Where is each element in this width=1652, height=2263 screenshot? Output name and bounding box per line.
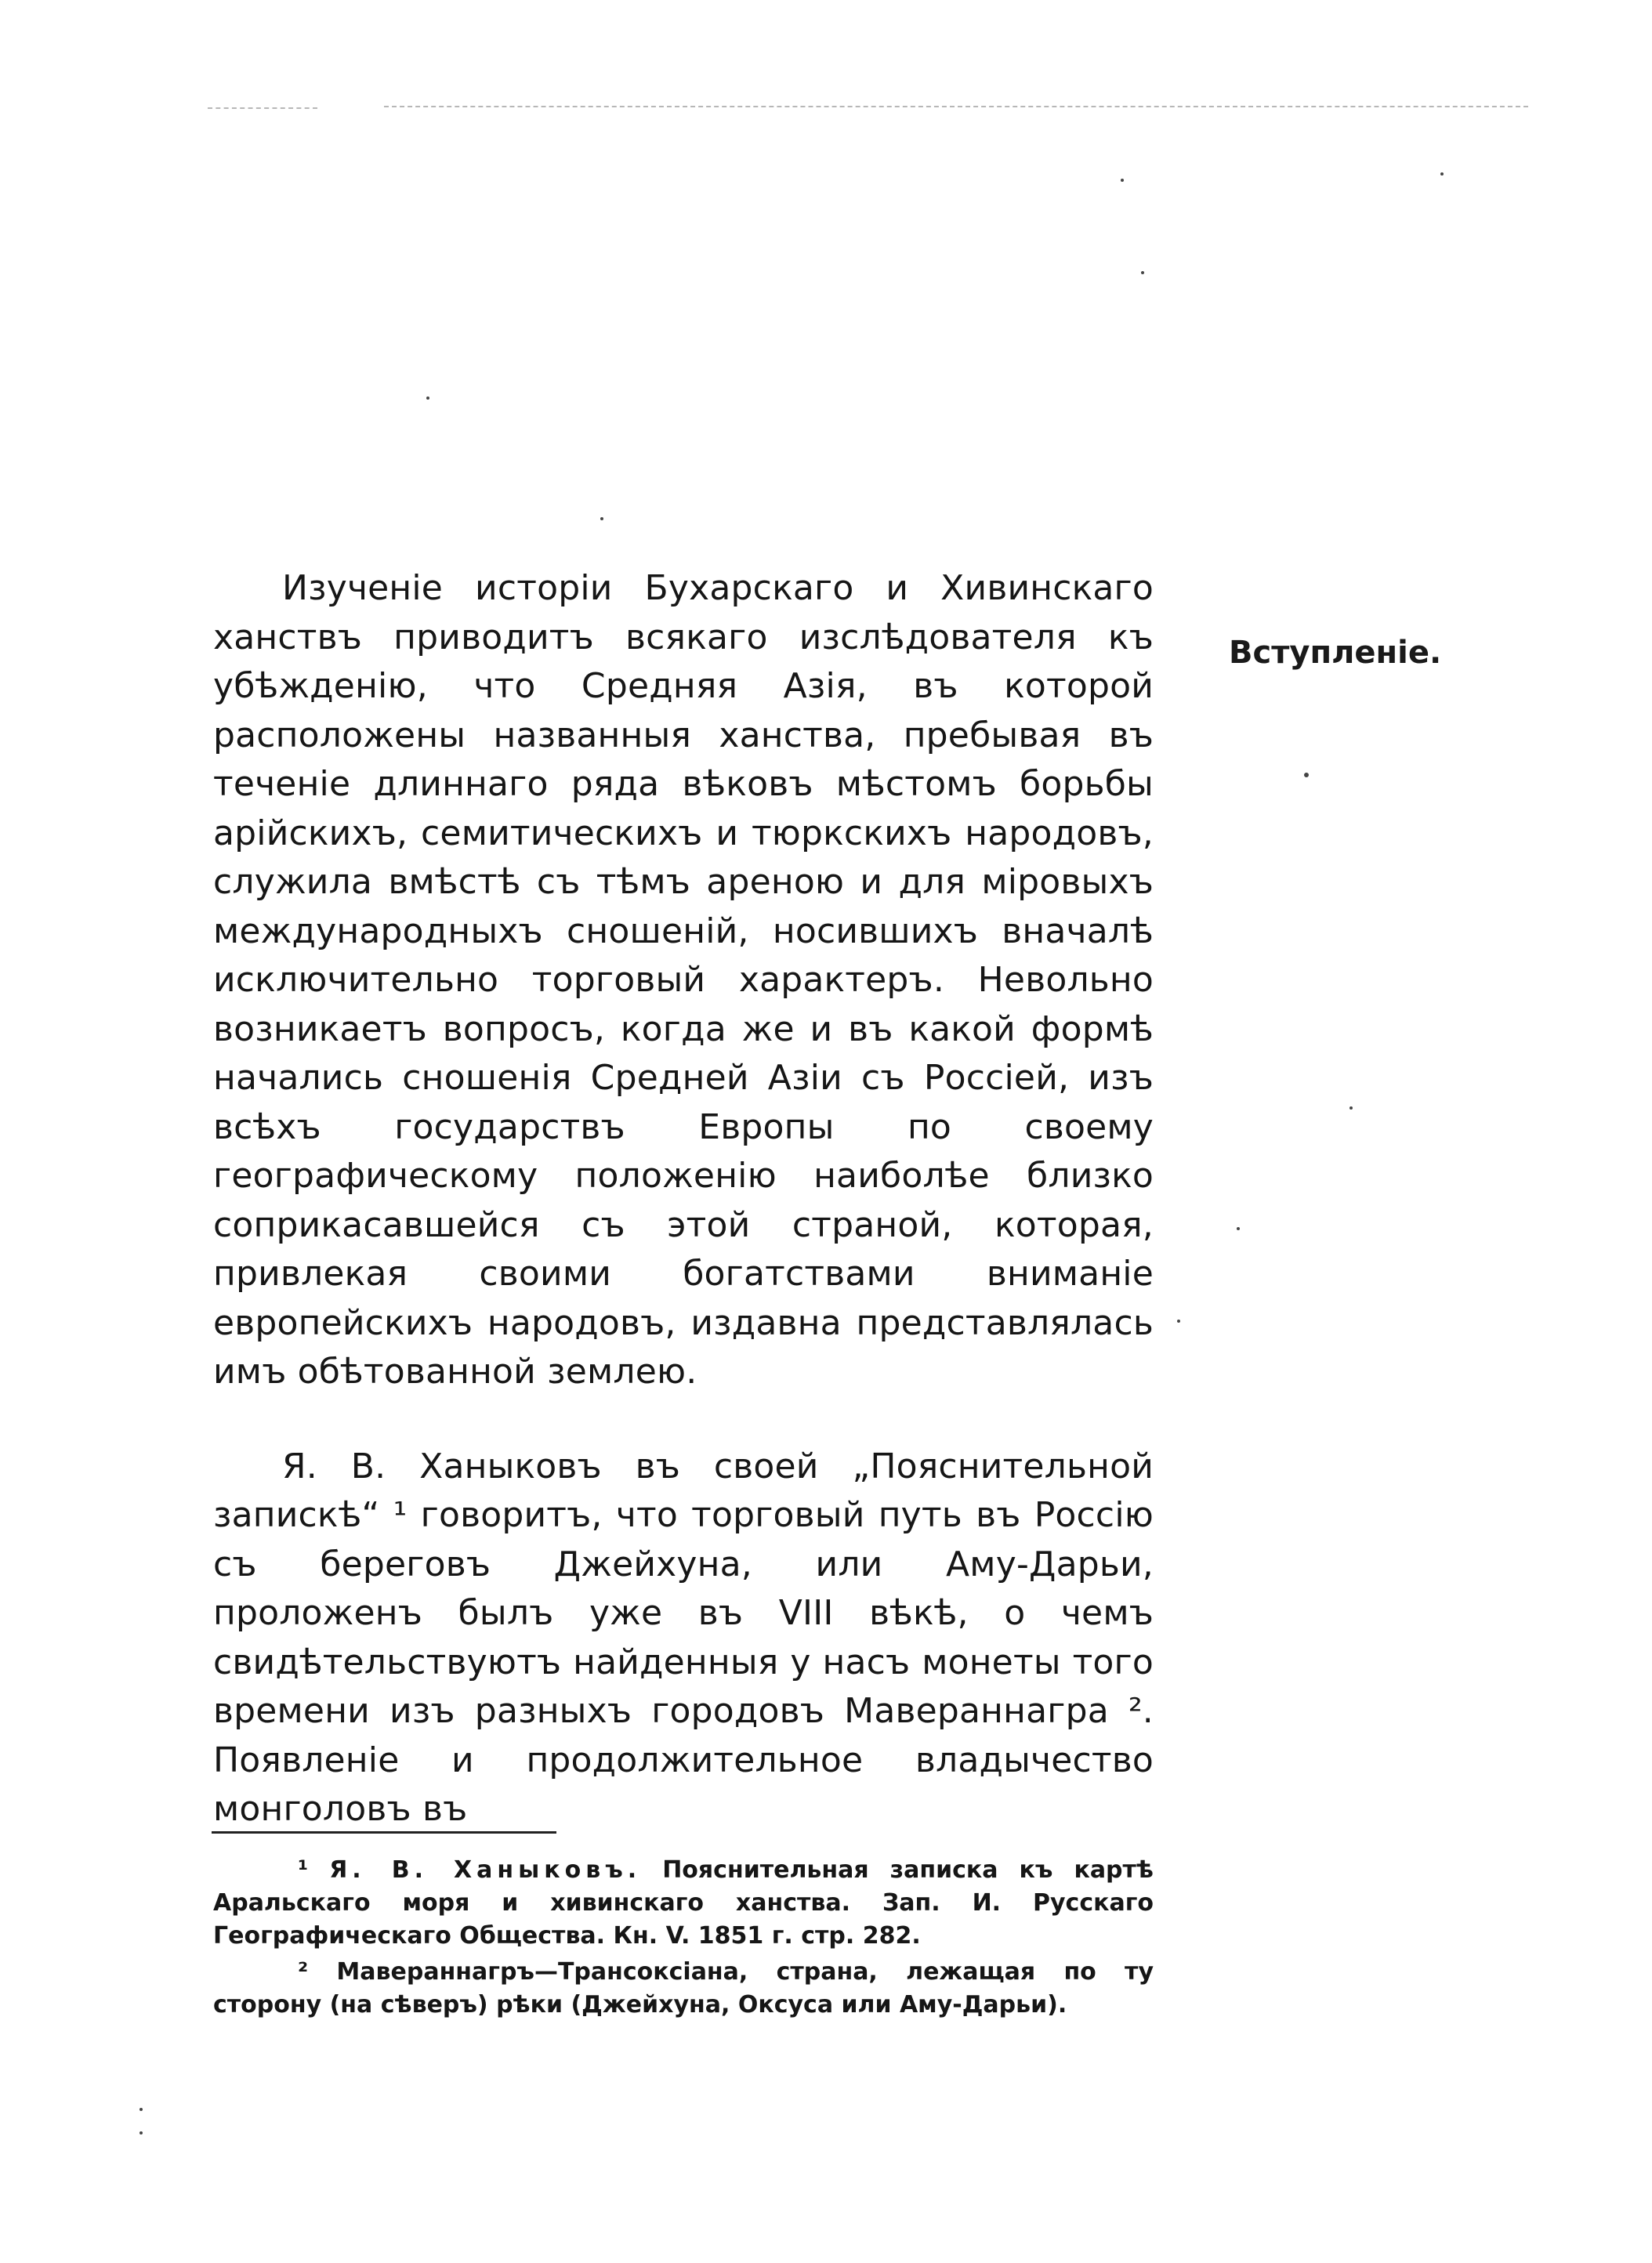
scan-speck [139, 2108, 143, 2111]
scan-artifact-rule-left [208, 107, 317, 109]
footnote-separator [212, 1831, 556, 1834]
paragraph-1: Изученіе исторіи Бухарскаго и Хивинскаго ханствъ приводитъ всякаго изслѣдователя къ убѣжденію, что Средняя Азія, въ которой расположены названныя ханства, пребывая въ теченіе длиннаго ряда вѣковъ мѣстомъ борьбы арійскихъ, семитическихъ и тюркскихъ народовъ, служила вмѣстѣ съ тѣмъ ареною и для міровыхъ международныхъ сношеній, носившихъ вначалѣ исключительно торговый характеръ. Невольно возникаетъ вопросъ, когда же и въ какой формѣ начались сношенія Средней Азіи съ Россіей, изъ всѣхъ государствъ Европы по своему географическому положенію наиболѣе близко соприкасавшейся съ этой страной, которая, привлекая своими богатствами вниманіе европейскихъ народовъ, издавна представлялась имъ обѣтованной землею. [213, 568, 1154, 1392]
scan-speck [1349, 1106, 1353, 1110]
scan-speck [139, 2131, 143, 2134]
scan-speck [1177, 1320, 1180, 1323]
paragraph-2: Я. В. Ханыковъ въ своей „Пояснительной запискѣ“ ¹ говоритъ, что торговый путь въ Россію съ береговъ Джейхуна, или Аму-Дарьи, проложенъ былъ уже въ VIII вѣкѣ, о чемъ свидѣтельствуютъ найденныя у насъ монеты того времени изъ разныхъ городовъ Мавераннагра ². Появленіе и продолжительное владычество монголовъ въ [213, 1446, 1154, 1829]
scan-artifact-rule [384, 106, 1528, 107]
scan-speck [1304, 773, 1309, 777]
scan-speck [1237, 1227, 1240, 1230]
footnote-2-text: Мавераннагръ—Трансоксіана, страна, лежащая по ту сторону (на сѣверъ) рѣки (Джейхуна, Оксуса или Аму-Дарьи). [213, 1958, 1154, 2019]
footnote-2-mark: ² [298, 1958, 309, 1986]
scan-speck [1121, 179, 1124, 182]
scan-speck [426, 396, 429, 400]
footnote-1 [213, 1854, 1154, 1953]
marginal-heading: Вступленіе. [1229, 635, 1442, 671]
scan-speck [1440, 172, 1444, 176]
footnote-2 [213, 1956, 1154, 2022]
scan-speck [600, 517, 603, 520]
main-text-block [213, 564, 1154, 1834]
footnote-1-text: Пояснительная записка къ картѣ Аральскаго моря и хивинскаго ханства. Зап. И. Русскаго Географическаго Общества. Кн. V. 1851 г. стр. 282. [213, 1856, 1154, 1950]
footnote-1-mark: ¹ [298, 1856, 309, 1884]
scan-speck [1141, 271, 1144, 274]
footnotes-block [213, 1854, 1154, 2022]
footnote-1-author: Я. В. Ханыковъ. [329, 1856, 642, 1884]
